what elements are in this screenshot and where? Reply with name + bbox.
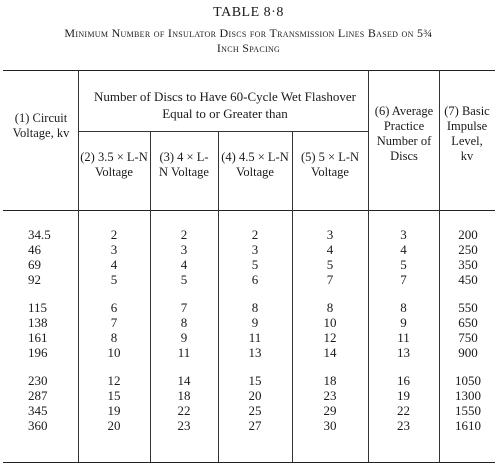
table-cell: 450 (458, 272, 478, 287)
header-5-ln: (5) 5 × L-N Voltage (300, 150, 360, 179)
header-4-ln: (3) 4 × L-N Voltage (159, 150, 209, 179)
table-cell: 12 (107, 373, 121, 388)
table-cell: 12 (323, 330, 337, 345)
table-cell: 5 (110, 272, 118, 287)
table-cell: 13 (397, 345, 410, 360)
table-cell: 14 (177, 373, 191, 388)
table-cell: 9 (400, 315, 407, 330)
table-bottom-rule (3, 462, 495, 463)
table-cell: 6 (251, 272, 259, 287)
table-cell: 345 (28, 403, 48, 418)
table-cell: 900 (458, 345, 478, 360)
header-top-rule (3, 70, 495, 71)
table-cell: 8 (326, 300, 334, 315)
row-group-gap (439, 360, 497, 373)
table-cell: 5 (400, 257, 407, 272)
table-caption (0, 26, 497, 56)
header-circuit-voltage: (1) Circuit Voltage, kv (12, 111, 70, 140)
row-group-gap (218, 360, 292, 373)
table-cell: 6 (110, 300, 118, 315)
table-cell: 10 (107, 345, 121, 360)
column-4-5-ln (218, 227, 292, 433)
table-cell: 29 (323, 403, 337, 418)
table-cell: 650 (458, 315, 478, 330)
table-cell: 5 (326, 257, 334, 272)
table-cell: 250 (458, 242, 478, 257)
row-group-gap (14, 360, 78, 373)
table-cell: 3 (326, 227, 334, 242)
table-cell: 23 (397, 418, 410, 433)
header-average-practice: (6) Average Practice Number of Discs (374, 104, 434, 163)
column-4-ln (150, 227, 218, 433)
table-cell: 4 (110, 257, 118, 272)
table-cell: 15 (248, 373, 262, 388)
table-cell: 4 (326, 242, 334, 257)
table-cell: 8 (400, 300, 407, 315)
table-title: TABLE 8·8 (213, 5, 284, 20)
table-cell: 9 (251, 315, 259, 330)
row-group-gap (439, 287, 497, 300)
table-cell: 8 (251, 300, 259, 315)
table-cell: 4 (400, 242, 407, 257)
table-cell: 23 (177, 418, 191, 433)
table-cell: 3 (400, 227, 407, 242)
table-cell: 750 (458, 330, 478, 345)
table-cell: 1050 (455, 373, 481, 388)
table-cell: 1300 (455, 388, 481, 403)
table-cell: 11 (177, 345, 191, 360)
column-3-5-ln (78, 227, 150, 433)
column-circuit-voltage (14, 227, 78, 433)
header-3-5-ln: (2) 3.5 × L-N Voltage (80, 150, 148, 179)
table-cell: 11 (397, 330, 410, 345)
table-cell: 92 (28, 272, 41, 287)
table-cell: 22 (177, 403, 191, 418)
column-average-practice (368, 227, 439, 433)
table-cell: 3 (110, 242, 118, 257)
table-cell: 30 (323, 418, 337, 433)
table-cell: 11 (248, 330, 262, 345)
table-cell: 8 (110, 330, 118, 345)
row-group-gap (368, 360, 439, 373)
table-cell: 7 (180, 300, 188, 315)
table-cell: 360 (28, 418, 48, 433)
column-5-ln (292, 227, 368, 433)
row-group-gap (14, 287, 78, 300)
table-cell: 115 (28, 300, 48, 315)
table-cell: 20 (107, 418, 121, 433)
group-header-rule (78, 131, 368, 132)
table-cell: 200 (458, 227, 478, 242)
table-cell: 3 (251, 242, 259, 257)
table-cell: 550 (458, 300, 478, 315)
row-group-gap (292, 287, 368, 300)
table-cell: 16 (397, 373, 410, 388)
table-cell: 9 (180, 330, 188, 345)
table-cell: 46 (28, 242, 41, 257)
row-group-gap (78, 360, 150, 373)
row-group-gap (218, 287, 292, 300)
table-cell: 27 (248, 418, 262, 433)
table-cell: 19 (107, 403, 121, 418)
caption-line-1: Minimum Number of Insulator Discs for Transmission Lines Based on 5¾ (64, 26, 433, 40)
table-cell: 25 (248, 403, 262, 418)
table-cell: 7 (326, 272, 334, 287)
table-cell: 18 (177, 388, 191, 403)
table-cell: 20 (248, 388, 262, 403)
row-group-gap (368, 287, 439, 300)
table-cell: 10 (323, 315, 337, 330)
table-cell: 2 (251, 227, 259, 242)
table-cell: 19 (397, 388, 410, 403)
header-4-5-ln: (4) 4.5 × L-N Voltage (221, 150, 289, 179)
table-cell: 4 (180, 257, 188, 272)
column-basic-impulse (439, 227, 497, 433)
table-cell: 23 (323, 388, 337, 403)
table-cell: 5 (251, 257, 259, 272)
header-group-discs: Number of Discs to Have 60-Cycle Wet Flashover Equal to or Greater than (94, 89, 356, 121)
table-cell: 14 (323, 345, 337, 360)
row-group-gap (78, 287, 150, 300)
table-cell: 138 (28, 315, 48, 330)
table-cell: 287 (28, 388, 48, 403)
row-group-gap (150, 287, 218, 300)
table-cell: 34.5 (28, 227, 51, 242)
table-cell: 1610 (455, 418, 481, 433)
table-cell: 7 (110, 315, 118, 330)
table-cell: 230 (28, 373, 48, 388)
table-cell: 2 (110, 227, 118, 242)
table-cell: 350 (458, 257, 478, 272)
table-cell: 1550 (455, 403, 481, 418)
table-cell: 161 (28, 330, 48, 345)
table-cell: 3 (180, 242, 188, 257)
table-cell: 5 (180, 272, 188, 287)
header-bottom-rule (3, 210, 495, 211)
table-cell: 15 (107, 388, 121, 403)
table-cell: 18 (323, 373, 337, 388)
row-group-gap (150, 360, 218, 373)
table-cell: 22 (397, 403, 410, 418)
table-cell: 13 (248, 345, 262, 360)
caption-line-2: Inch Spacing (216, 41, 281, 55)
table-cell: 69 (28, 257, 41, 272)
table-cell: 8 (180, 315, 188, 330)
table-cell: 7 (400, 272, 407, 287)
row-group-gap (292, 360, 368, 373)
table-cell: 2 (180, 227, 188, 242)
table-cell: 196 (28, 345, 48, 360)
header-basic-impulse: (7) Basic Impulse Level, kv (444, 104, 490, 163)
